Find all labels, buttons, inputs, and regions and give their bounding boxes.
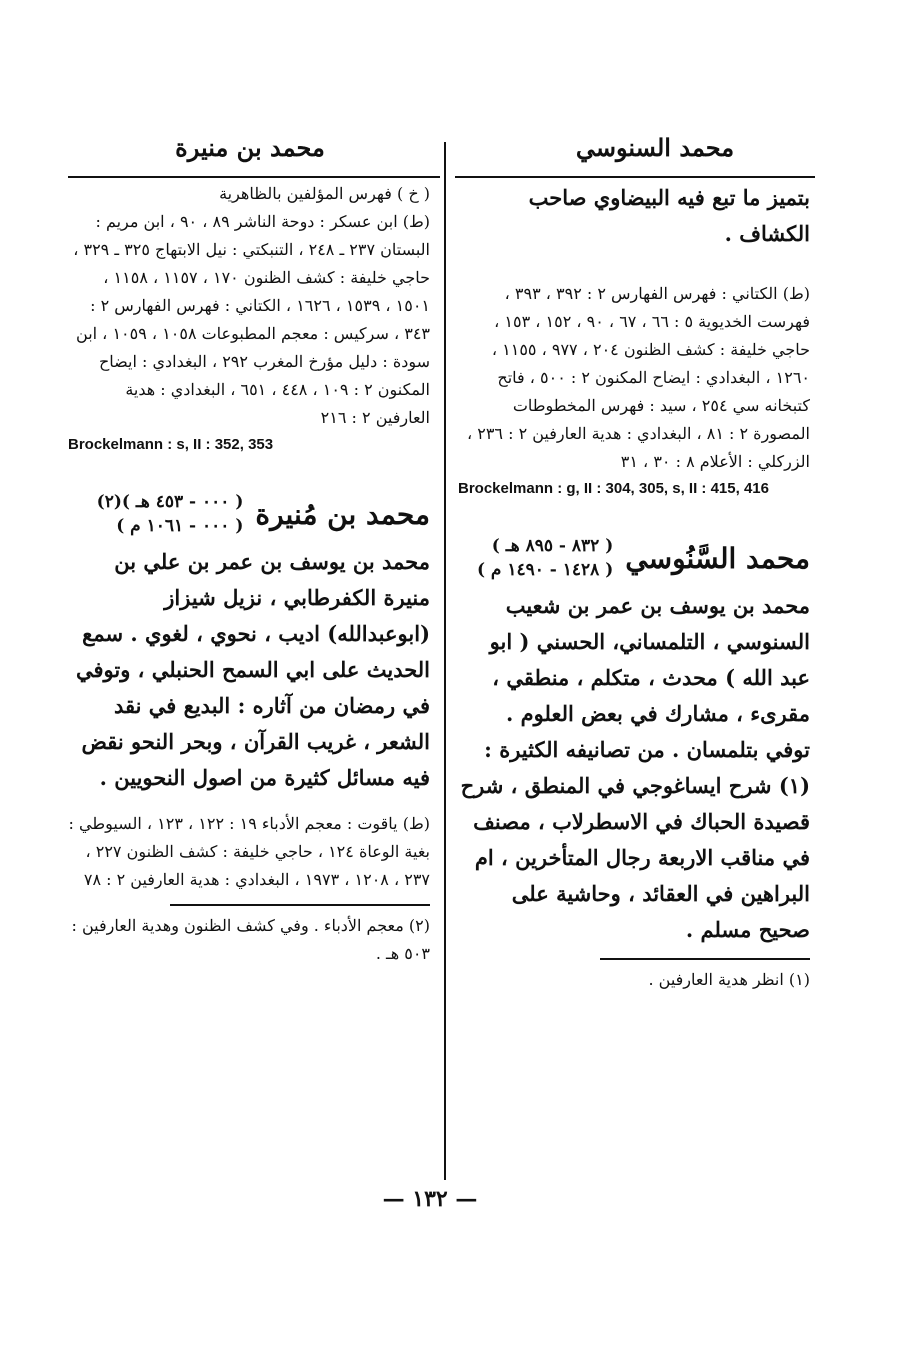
continued-entry-latin-reference: Brockelmann : g, II : 304, 305, s, II : 415, 416 <box>458 480 769 497</box>
running-head-right: محمد السنوسي <box>575 133 735 162</box>
continued-entry-manuscript-reference: ( خ ) فهرس المؤلفين بالظاهرية <box>219 184 430 203</box>
entry-name: محمد بن مُنيرة <box>255 497 430 531</box>
footnote: (١) انظر هدية العارفين . <box>648 970 810 989</box>
entry-dates <box>97 490 244 538</box>
entry-dates-gregorian: ( ٠٠٠ - ١٠٦١ م ) <box>116 516 244 536</box>
entry-biography: محمد بن يوسف بن عمر بن علي بن منيرة الكفرطابي ، نزيل شيزاز (ابوعبدالله) اديب ، نحوي ، لغوي . سمع الحديث على ابي السمح الحنبلي ، وتوفي في رمضان من آثاره : البديع في نقد الشعر ، غريب القرآن ، وبحر النحو نقض فيه مسائل كثيرة من اصول النحويين . <box>75 549 430 790</box>
entry-dates-gregorian: ( ١٤٢٨ - ١٤٩٠ م ) <box>476 560 614 580</box>
footnote-rule <box>170 904 430 906</box>
entry-heading <box>458 534 810 582</box>
footnote: (٢) معجم الأدباء . وفي كشف الظنون وهدية العارفين : ٥٠٣ هـ . <box>71 916 430 963</box>
entry-dates-hijri: ( ٨٣٢ - ٨٩٥ هـ ) <box>491 536 614 556</box>
continued-entry-latin-reference: Brockelmann : s, II : 352, 353 <box>68 436 274 453</box>
continued-entry-text: بتميز ما تبع فيه البيضاوي صاحب الكشاف . <box>528 185 810 246</box>
entry-name: محمد السَّنُوسي <box>625 541 810 575</box>
entry-heading <box>68 490 430 538</box>
continued-entry-references: (ط) الكتاني : فهرس الفهارس ٢ : ٣٩٢ ، ٣٩٣ ، فهرست الخديوية ٥ : ٦٦ ، ٦٧ ، ٩٠ ، ١٥٢ ، ١٥٣ ، حاجي خليفة : كشف الظنون ٢٠٤ ، ٩٧٧ ، ١١٥٥ ، ١٢٦٠ ، البغدادي : ايضاح المكنون ٢ : ٥٠٠ ، فاتح كتبخانه سي ٢٥٤ ، سيد : فهرس المخطوطات المصورة ٢ : ٨١ ، البغدادي : هدية العارفين ٢ : ٢٣٦ ، الزركلي : الأعلام ٨ : ٣٠ ، ٣١ <box>466 284 810 471</box>
left-column <box>68 180 430 968</box>
running-head-left: محمد بن منيرة <box>175 133 325 162</box>
continued-entry-references: (ط) ابن عسكر : دوحة الناشر ٨٩ ، ٩٠ ، ابن مريم : البستان ٢٣٧ ـ ٢٤٨ ، التنبكتي : نيل الابتهاج ٣٢٥ ـ ٣٢٩ ، حاجي خليفة : كشف الظنون ١٧٠ ، ١١٥٧ ، ١١٥٨ ، ١٥٠١ ، ١٥٣٩ ، ١٦٢٦ ، الكتاني : فهرس الفهارس ٢ : ٣٤٣ ، سركيس : معجم المطبوعات ١٠٥٨ ، ١٠٥٩ ، ابن سودة : دليل مؤرخ المغرب ٢٩٢ ، البغدادي : ايضاح المكنون ٢ : ١٠٩ ، ٤٤٨ ، ٦٥١ ، البغدادي : هدية العارفين ٢ : ٢١٦ <box>73 212 430 427</box>
footnote-rule <box>600 958 810 960</box>
entry-references: (ط) ياقوت : معجم الأدباء ١٩ : ١٢٢ ، ١٢٣ ، السيوطي : بغية الوعاة ١٢٤ ، حاجي خليفة : كشف الظنون ٢٢٧ ، ٢٣٧ ، ١٢٠٨ ، ١٩٧٣ ، البغدادي : هدية العارفين ٢ : ٧٨ <box>68 814 430 889</box>
page-number: — ١٣٢ — <box>382 1186 478 1212</box>
header-rule-right <box>455 176 815 178</box>
entry-biography: محمد بن يوسف بن عمر بن شعيب السنوسي ، التلمساني، الحسني ( ابو عبد الله ) محدث ، متكلم ، منطقي ، مقرىء ، مشارك في بعض العلوم . توفي بتلمسان . من تصانيفه الكثيرة : (١) شرح ايساغوجي في المنطق ، شرح قصيدة الحباك في الاسطرلاب ، مصنف في مناقب الاربعة رجال المتأخرين ، ام البراهين في العقائد ، وحاشية على صحيح مسلم . <box>460 593 810 942</box>
right-column <box>458 180 810 994</box>
header-rule-left <box>68 176 440 178</box>
entry-dates <box>477 534 613 582</box>
column-divider <box>444 142 446 1180</box>
entry-dates-hijri: ( ٠٠٠ - ٤٥٣ هـ )(٢) <box>96 492 244 512</box>
